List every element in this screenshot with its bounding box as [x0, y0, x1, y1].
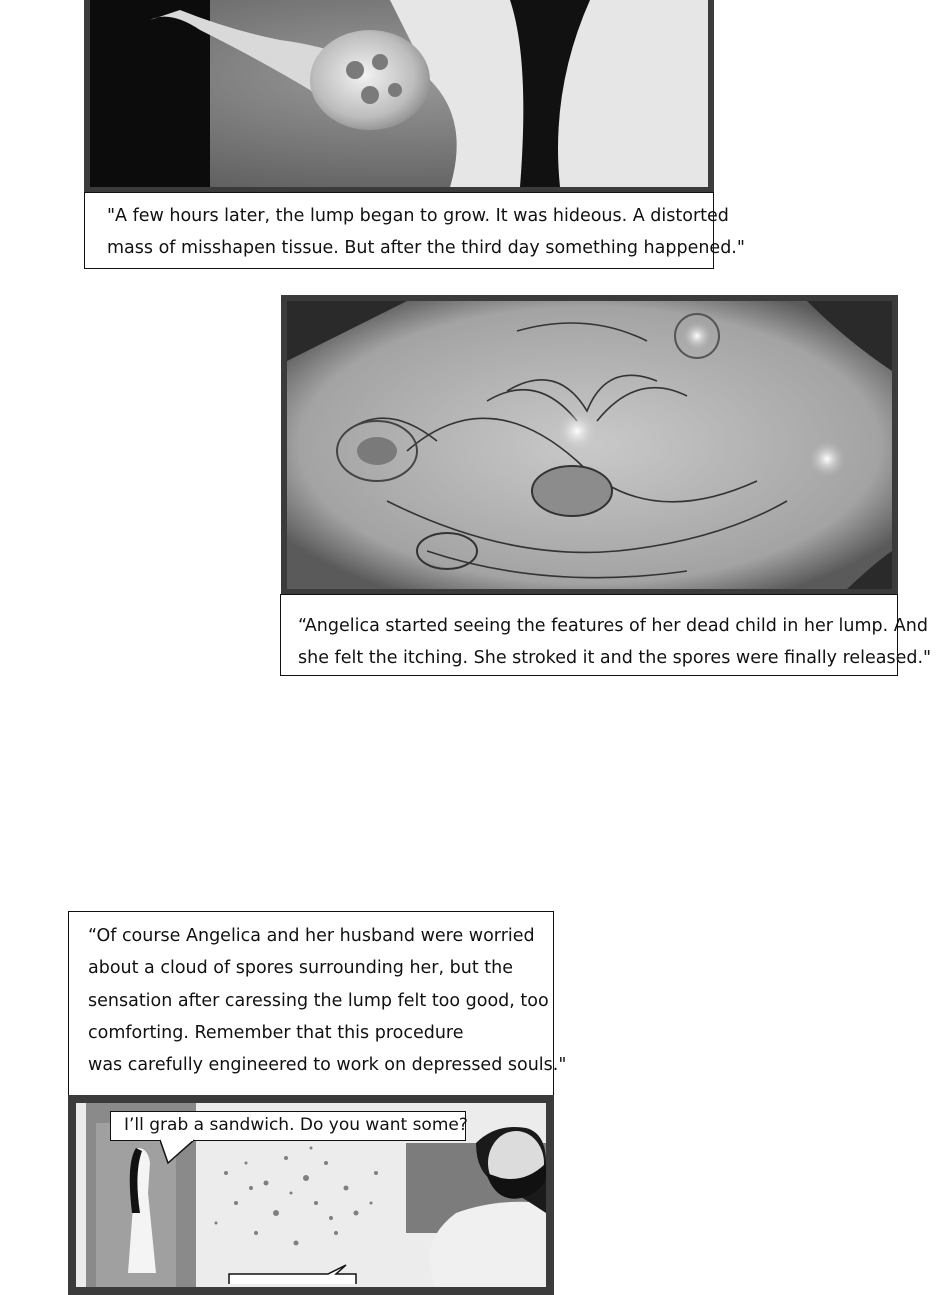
panel-arm-lump-art	[90, 0, 708, 187]
speech-bubble-tail	[160, 1139, 200, 1165]
caption-line: “Angelica started seeing the features of her dead child in her lump. And	[298, 616, 928, 636]
speech-bubble-partial	[228, 1264, 358, 1284]
caption-line: sensation after caressing the lump felt too good, too	[88, 990, 549, 1011]
caption-middle	[280, 594, 932, 676]
panel-lump-face	[281, 295, 898, 595]
panel-arm-lump	[84, 0, 714, 193]
caption-line: comforting. Remember that this procedure	[88, 1022, 464, 1043]
caption-line: “Of course Angelica and her husband were worried	[88, 926, 535, 946]
caption-lower	[68, 911, 567, 1096]
caption-line: about a cloud of spores surrounding her, but the	[88, 958, 513, 979]
caption-line: she felt the itching. She stroked it and the spores were finally released."	[298, 648, 932, 669]
caption-line: was carefully engineered to work on depressed souls."	[88, 1055, 567, 1076]
caption-line: mass of misshapen tissue. But after the third day something happened."	[107, 238, 745, 259]
speech-text: I’ll grab a sandwich. Do you want some?	[124, 1115, 468, 1135]
panel-lump-face-art	[287, 301, 892, 589]
speech-bubble-wife	[110, 1111, 466, 1141]
caption-line: "A few hours later, the lump began to grow. It was hideous. A distorted	[107, 206, 729, 226]
caption-top	[84, 192, 745, 269]
